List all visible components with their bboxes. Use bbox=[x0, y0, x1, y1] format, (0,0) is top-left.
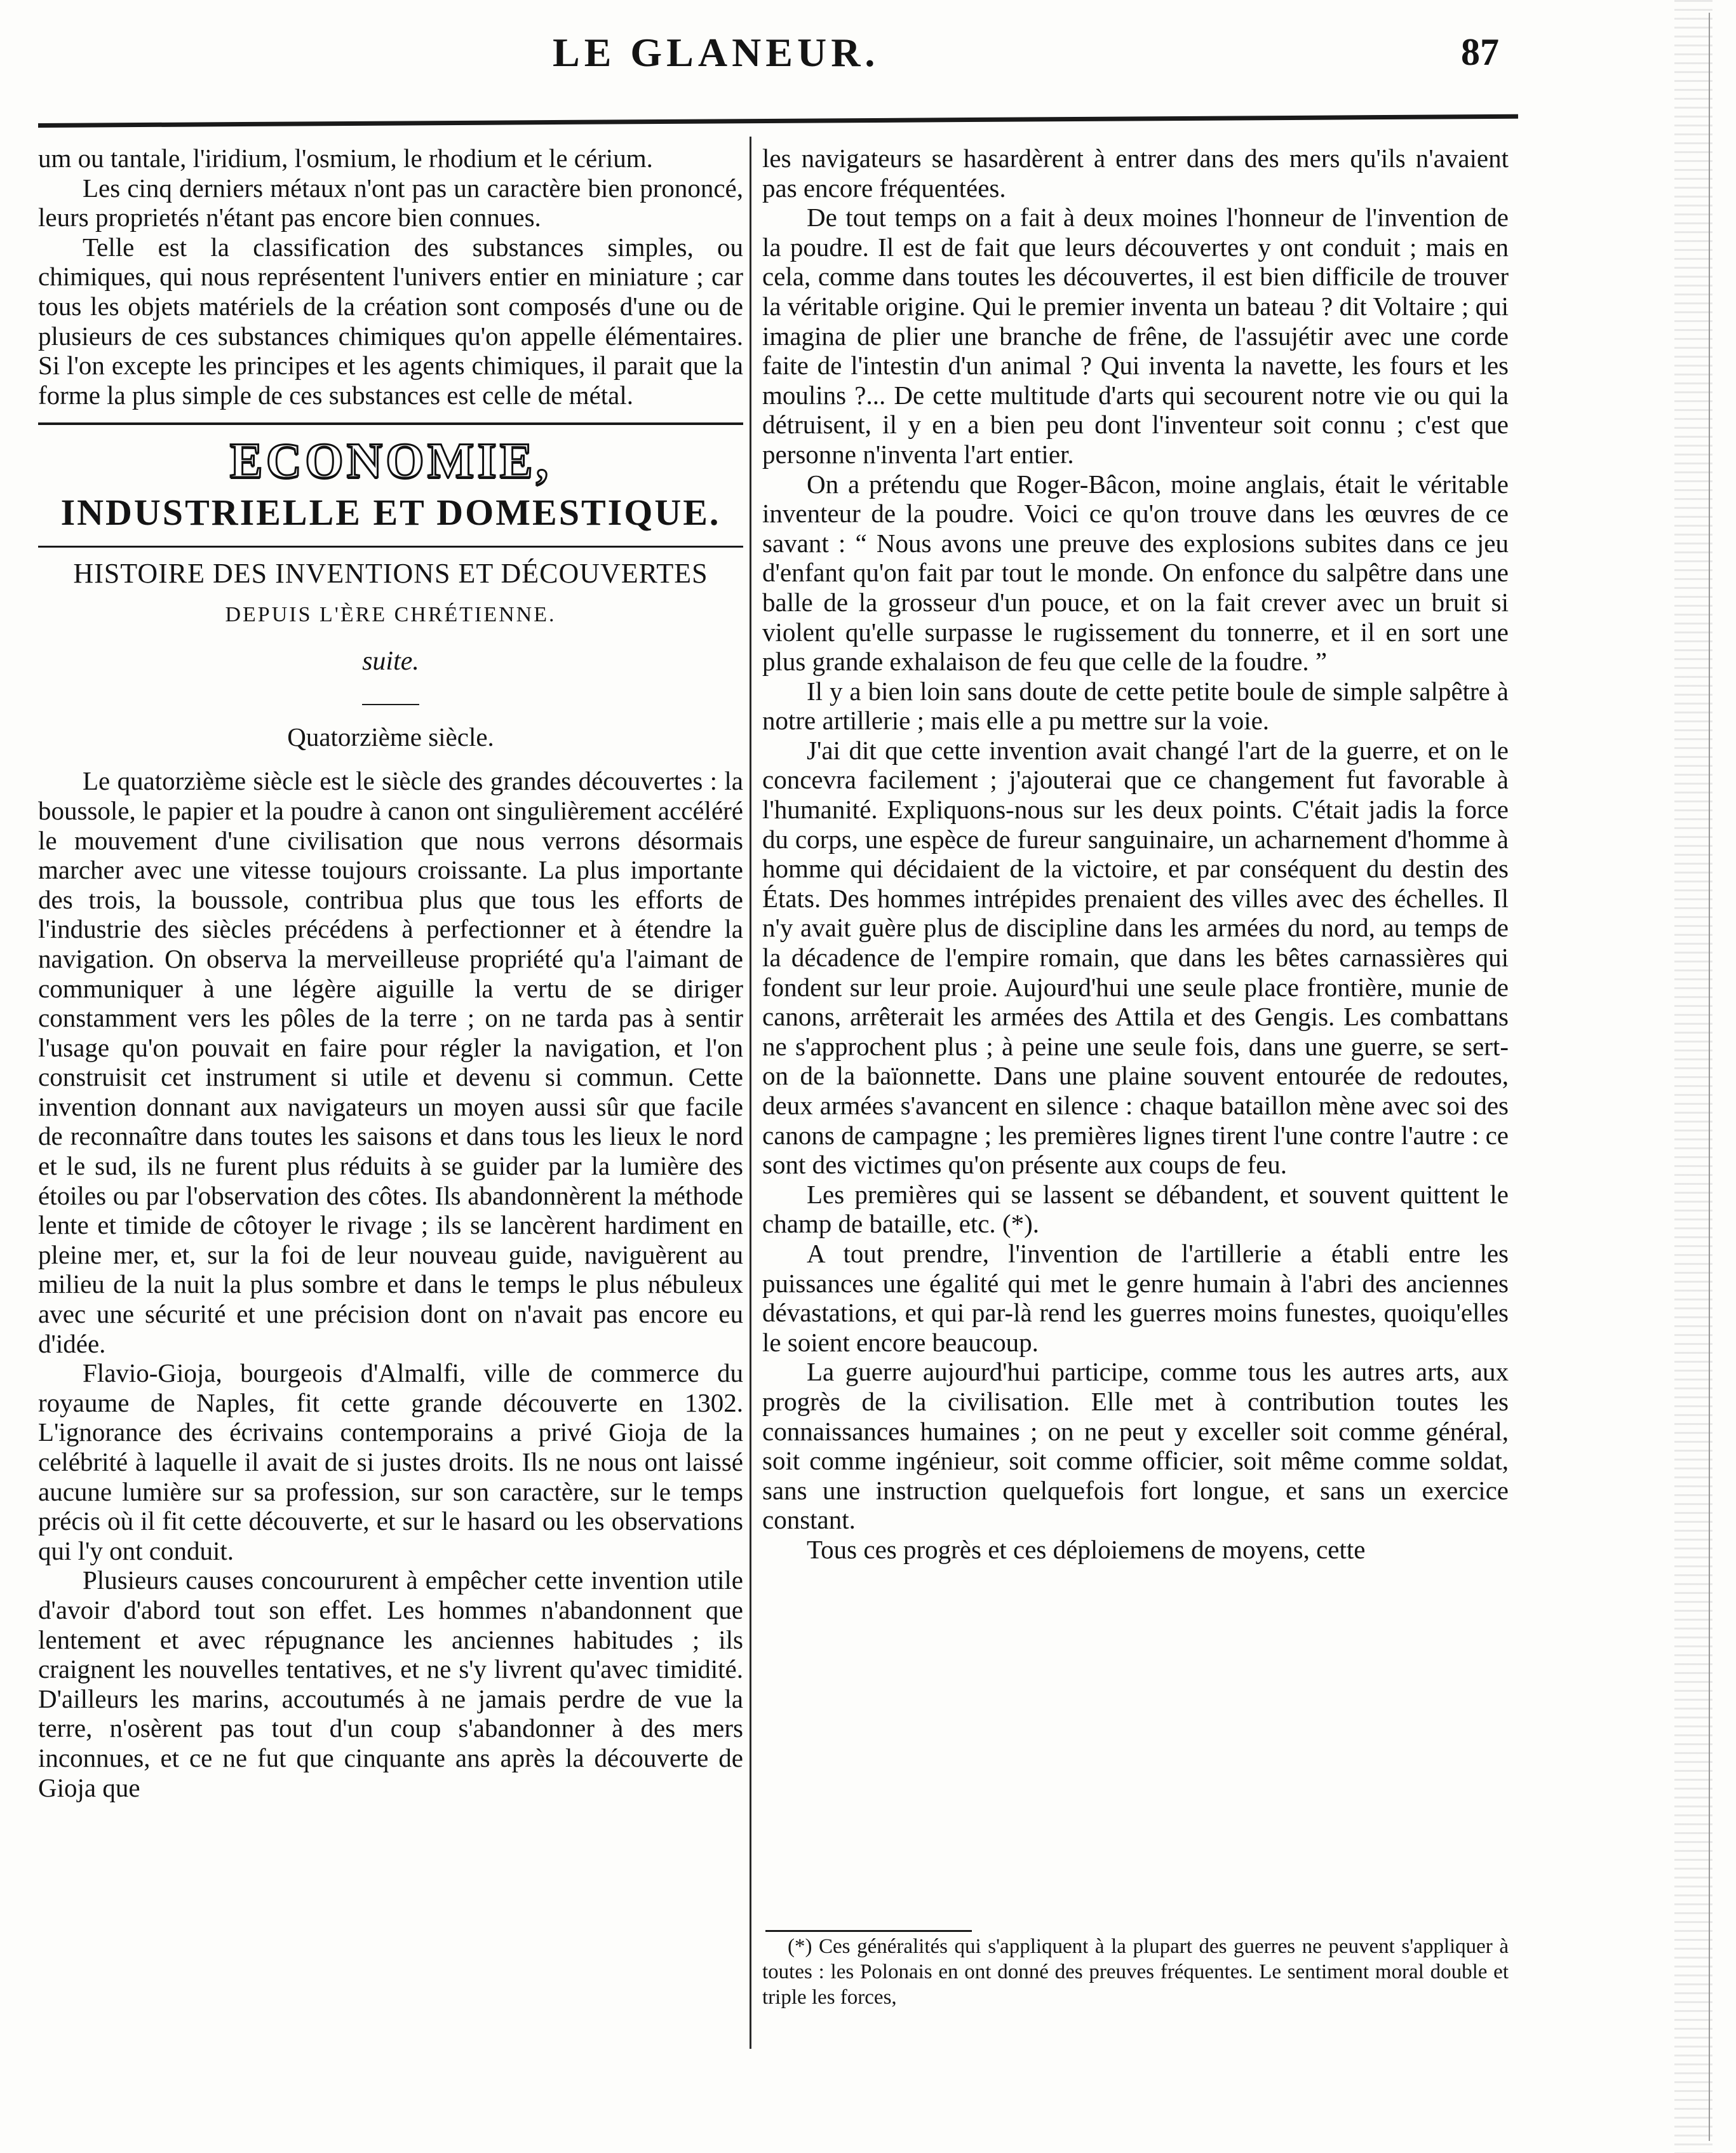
footnote-text: (*) Ces généralités qui s'appliquent à la plupart des guerres ne peuvent s'appliquer à toutes : les Polonais en ont donné des preuves fréquentes. Le sentiment moral double et triple les forces, bbox=[762, 1935, 1509, 2009]
article-continuation: suite. bbox=[362, 647, 419, 677]
column-divider bbox=[750, 137, 751, 2049]
subheading: Quatorzième siècle. bbox=[287, 722, 494, 752]
paragraph: Telle est la classification des substances simples, ou chimiques, qui nous représentent l'univers entier en miniature ; car tous les objets matériels de la création sont composés d'une ou de plusieurs de ces substances chimiques qu'on appelle élémentaires. Si l'on excepte les principes et les agents chimiques, il parait que la forme la plus simple de ces substances est celle de métal. bbox=[38, 232, 743, 410]
scan-margin-noise bbox=[1674, 0, 1712, 2153]
paragraph: On a prétendu que Roger-Bâcon, moine anglais, était le véritable inventeur de la poudre. Voici ce qu'on trouve dans les œuvres de ce savant : “ Nous avons une preuve des explosions subites dans ce jeu d'enfant qu'on fait par tout le monde. On enfonce du salpêtre dans une balle de la grosseur d'un pouce, et on la fait crever avec un bruit si violent qu'elle surpasse le rugissement du tonnerre, et il en sort une plus grande exhalaison de feu que celle de la foudre. ” bbox=[762, 469, 1509, 677]
paragraph: La guerre aujourd'hui participe, comme tous les autres arts, aux progrès de la civilisation. Elle met à contribution toutes les connaissances humaines ; on ne peut y exceller soit comme général, soit comme ingénieur, soit comme officier, soit même comme soldat, sans une instruction quelquefois fort longue, et sans un exercice constant. bbox=[762, 1357, 1509, 1535]
footnote bbox=[762, 1934, 1509, 2010]
paragraph: Le quatorzième siècle est le siècle des grandes découvertes : la boussole, le papier et la poudre à canon ont singulièrement accéléré le mouvement d'une civilisation que nous verrons désormais marcher avec une vitesse toujours croissante. La plus importante des trois, la boussole, contribua plus que tous les efforts de l'industrie des siècles précédens à perfectionner et à étendre la navigation. On observa la merveilleuse propriété qu'a l'aimant de communiquer à une légère aiguille la vertu de se diriger constamment vers les pôles de la terre ; on ne tarda pas à sentir l'usage qu'on pouvait en faire pour régler la navigation, et l'on construisit cet instrument si utile et devenu si commun. Cette invention donnant aux navigateurs un moyen aussi sûr que facile de reconnaître dans toutes les saisons et dans tous les lieux le nord et le sud, ils ne furent plus réduits à se guider par la lumière des étoiles ou par l'observation des côtes. Ils abandonnèrent la méthode lente et timide de côtoyer le rivage ; ils se lancèrent hardiment en pleine mer, et, sur la foi de leur nouveau guide, naviguèrent au milieu de la nuit la plus sombre et dans le temps le plus nébuleux avec une sécurité et une précision dont on n'avait pas encore eu d'idée. bbox=[38, 766, 743, 1358]
paragraph: um ou tantale, l'iridium, l'osmium, le rhodium et le cérium. bbox=[38, 144, 653, 173]
paragraph: Flavio-Gioja, bourgeois d'Almalfi, ville de commerce du royaume de Naples, fit cette grande découverte en 1302. L'ignorance des écrivains contemporains a privé Gioja de la celébrité à laquelle il avait de si justes droits. Ils ne nous ont laissé aucune lumière sur sa profession, sur son caractère, sur le temps précis où il fit cette découverte, et sur le hasard ou les observations qui l'y ont conduit. bbox=[38, 1358, 743, 1565]
short-rule bbox=[362, 704, 419, 705]
section-rule bbox=[38, 422, 743, 425]
paragraph: Tous ces progrès et ces déploiemens de moyens, cette bbox=[807, 1534, 1366, 1564]
right-column bbox=[762, 144, 1509, 1565]
section-subtitle: INDUSTRIELLE ET DOMESTIQUE. bbox=[60, 492, 721, 534]
paragraph: les navigateurs se hasardèrent à entrer dans des mers qu'ils n'avaient pas encore fréquentées. bbox=[762, 144, 1509, 203]
left-column bbox=[38, 144, 743, 1802]
paragraph: De tout temps on a fait à deux moines l'honneur de l'invention de la poudre. Il est de fait que leurs découvertes y ont conduit ; mais en cela, comme dans toutes les découvertes, il est bien difficile de trouver la véritable origine. Qui le premier inventa un bateau ? dit Voltaire ; qui imagina de plier une branche de frêne, de l'assujétir avec une corde faite de l'intestin d'un animal ? Qui inventa la navette, les fours et les moulins ?... De cette multitude d'arts qui secourent notre vie ou qui la détruisent, il y en a bien peu dont l'inventeur soit connu ; c'est que personne n'inventa l'art entier. bbox=[762, 203, 1509, 469]
paragraph: Les premières qui se lassent se débandent, et souvent quittent le champ de bataille, etc. (*). bbox=[762, 1179, 1509, 1239]
paragraph: A tout prendre, l'invention de l'artillerie a établi entre les puissances une égalité qui met le genre humain à l'abri des anciennes dévastations, et qui par-là rend les guerres moins funestes, quoiqu'elles le soient encore beaucoup. bbox=[762, 1238, 1509, 1357]
footnote-rule bbox=[765, 1930, 972, 1932]
article-title: HISTOIRE DES INVENTIONS ET DÉCOUVERTES bbox=[73, 558, 708, 590]
header-rule bbox=[38, 114, 1518, 128]
paragraph: J'ai dit que cette invention avait changé l'art de la guerre, et on le concevra facilement ; j'ajouterai que ce changement fut favorable à l'humanité. Expliquons-nous sur les deux points. C'était jadis la force du corps, une espèce de fureur sanguinaire, un acharnement d'homme à homme qui décidaient de la victoire, et par conséquent du destin des États. Des hommes intrépides prenaient des villes avec des échelles. Il n'y avait guère plus de discipline dans les armées du nord, au temps de la décadence de l'empire romain, que dans les bêtes carnassières qui fondent sur leur proie. Aujourd'hui une seule place frontière, munie de canons, arrêterait les armées des Attila et des Gengis. Les combattans ne s'approchent plus ; à peine une seule fois, dans une guerre, se sert-on de la baïonnette. Dans une plaine souvent entourée de redoutes, deux armées s'avancent en silence : chaque bataillon mène avec soi des canons de campagne ; les premières lignes tirent l'une contre l'autre : ce sont des victimes qu'on présente aux coups de feu. bbox=[762, 735, 1509, 1180]
section-rule bbox=[38, 546, 743, 548]
section-title: ECONOMIE, bbox=[229, 433, 552, 489]
page-number: 87 bbox=[1461, 31, 1499, 73]
page-title: LE GLANEUR. bbox=[553, 30, 880, 75]
paragraph: Il y a bien loin sans doute de cette petite boule de simple salpêtre à notre artillerie ; mais elle a pu mettre sur la voie. bbox=[762, 676, 1509, 736]
article-subtitle: DEPUIS L'ÈRE CHRÉTIENNE. bbox=[225, 603, 556, 627]
paragraph: Les cinq derniers métaux n'ont pas un caractère bien prononcé, leurs proprietés n'étant pas encore bien connues. bbox=[38, 173, 743, 233]
paragraph: Plusieurs causes concoururent à empêcher cette invention utile d'avoir d'abord tout son effet. Les hommes n'abandonnent que lentement et avec répugnance les anciennes habitudes ; ils craignent les nouvelles tentatives, et ne s'y livrent qu'avec timidité. D'ailleurs les marins, accoutumés à ne jamais perdre de vue la terre, n'osèrent pas tout d'un coup s'abandonner à des mers inconnues, et ce ne fut que cinquante ans après la découverte de Gioja que bbox=[38, 1565, 743, 1802]
scan-margin-edge bbox=[1709, 13, 1710, 2141]
